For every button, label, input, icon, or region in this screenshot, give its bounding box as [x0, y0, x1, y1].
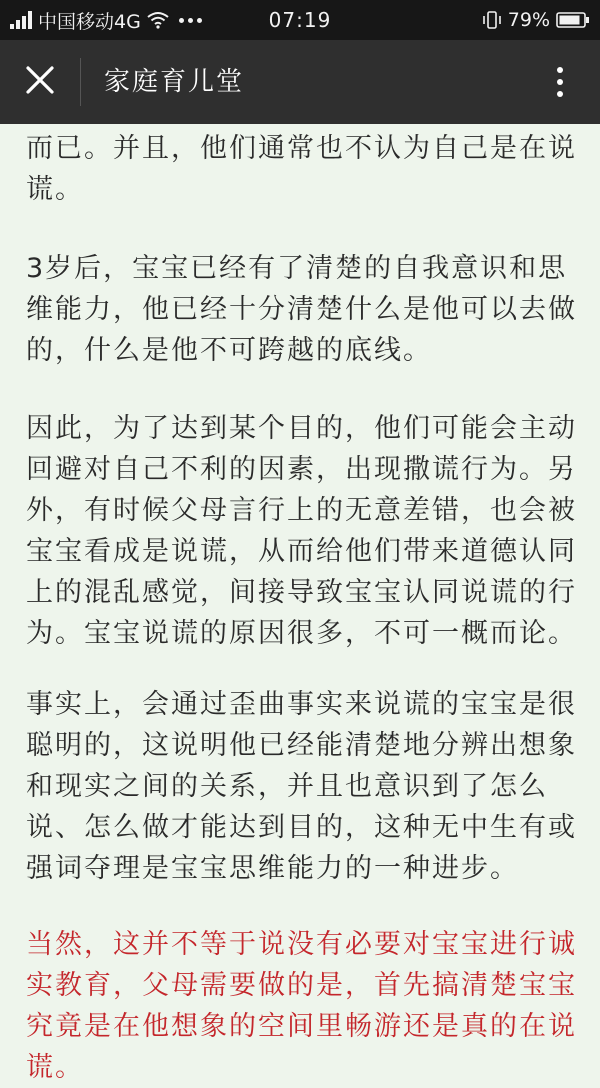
article-paragraph: 而已。并且，他们通常也不认为自己是在说谎。 [26, 133, 577, 205]
close-icon [14, 58, 66, 106]
more-button[interactable] [540, 62, 580, 102]
status-right [482, 0, 590, 40]
status-time: 07:19 [268, 8, 332, 32]
article-paragraph: 3岁后，宝宝已经有了清楚的自我意识和思维能力，他已经十分清楚什么是他可以去做的，什么是他不可跨越的底线。 [26, 253, 577, 366]
phone-vibrate-icon [482, 10, 502, 30]
battery-percent: 79% [507, 9, 550, 31]
battery-icon [556, 11, 590, 29]
page-title: 家庭育儿堂 [104, 67, 245, 97]
article-paragraph-highlight: 当然，这并不等于说没有必要对宝宝进行诚实教育，父母需要做的是，首先搞清楚宝宝究竟是在他想象的空间里畅游还是真的在说谎。 [26, 929, 577, 1083]
close-button[interactable] [14, 58, 66, 106]
status-bar [0, 0, 600, 40]
carrier-label: 中国移动4G [38, 10, 141, 33]
nav-bar [0, 40, 600, 124]
article-paragraph: 事实上，会通过歪曲事实来说谎的宝宝是很聪明的，这说明他已经能清楚地分辨出想象和现实之间的关系，并且也意识到了怎么说、怎么做才能达到目的，这种无中生有或强词夺理是宝宝思维能力的一种进步。 [26, 689, 577, 884]
more-vertical-icon [557, 67, 563, 73]
nav-divider [80, 58, 81, 106]
article-content[interactable] [0, 124, 600, 1083]
article-paragraph: 因此，为了达到某个目的，他们可能会主动回避对自己不利的因素，出现撒谎行为。另外，有时候父母言行上的无意差错，也会被宝宝看成是说谎，从而给他们带来道德认同上的混乱感觉，间接导致宝宝认同说谎的行为。宝宝说谎的原因很多，不可一概而论。 [26, 413, 577, 649]
